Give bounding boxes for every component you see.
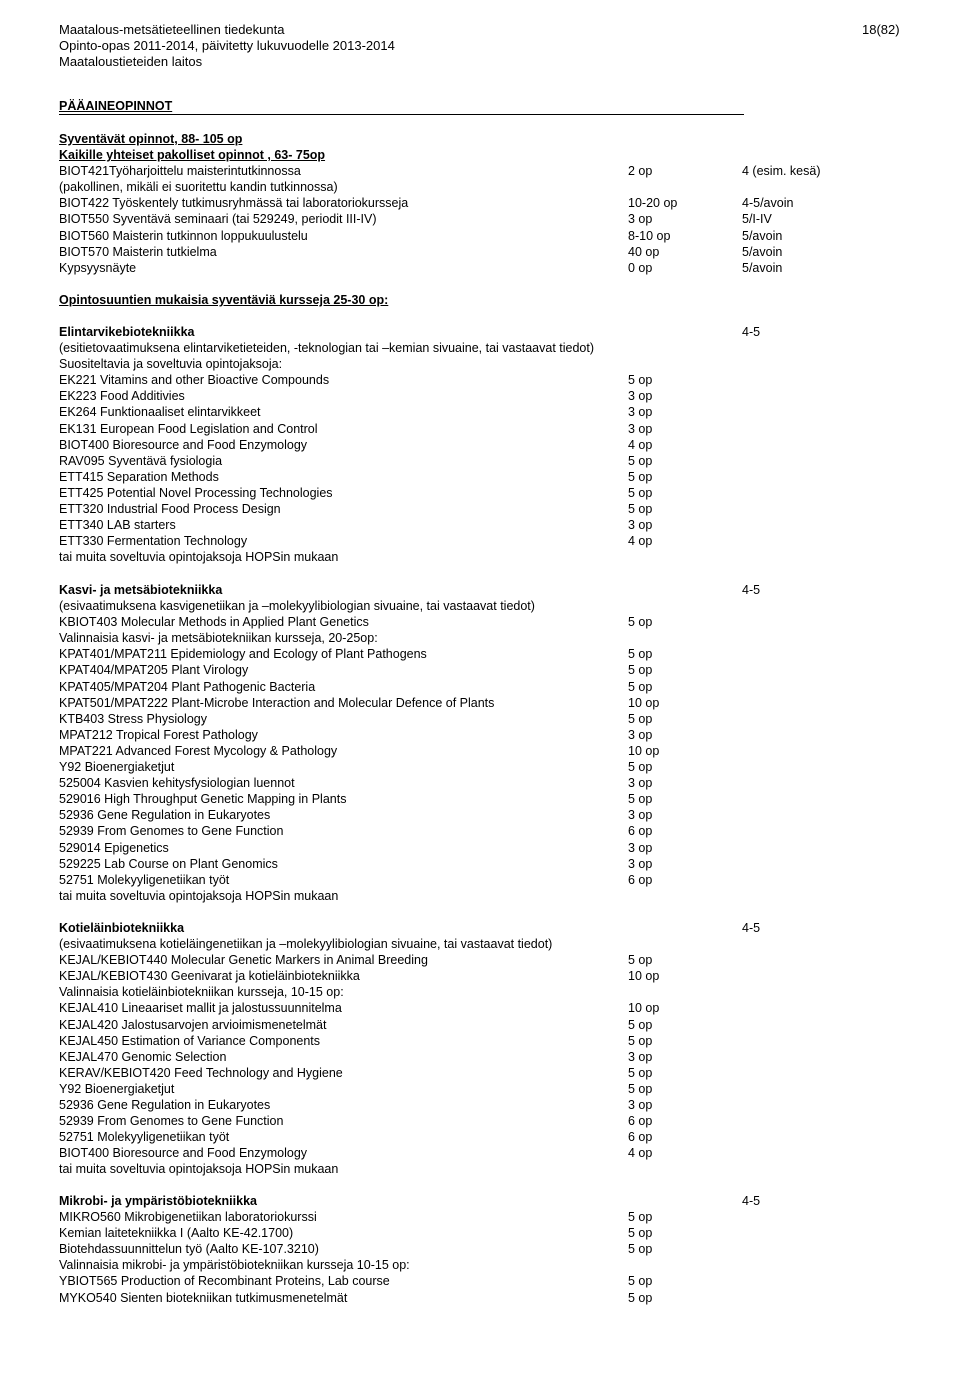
course-row: 52751 Molekyyligenetiikan työt 6 op (59, 872, 653, 887)
year-label: 4-5 (742, 325, 761, 339)
course-row: KEJAL470 Genomic Selection 3 op (59, 1049, 653, 1064)
course-row: MPAT212 Tropical Forest Pathology 3 op (59, 727, 653, 742)
year-label: 4-5 (742, 1194, 761, 1208)
course-row: 52936 Gene Regulation in Eukaryotes 3 op (59, 808, 653, 823)
course-row: KEJAL/KEBIOT430 Geenivarat ja kotieläinbiotekniikka 10 op (59, 969, 660, 984)
recommendation-note: Suositeltavia ja soveltuvia opintojaksoja: (59, 357, 283, 372)
course-row: KPAT404/MPAT205 Plant Virology 5 op (59, 663, 653, 678)
course-row: BIOT550 Syventävä seminaari (tai 529249, periodit III-IV) 3 op 5/I-IV (59, 212, 772, 227)
course-row: EK221 Vitamins and other Bioactive Compounds 5 op (59, 373, 653, 388)
course-note: (pakollinen, mikäli ei suoritettu kandin tutkinnossa) (59, 180, 338, 195)
course-row: Biotehdassuunnittelun työ (Aalto KE-107.3210) 5 op (59, 1242, 653, 1257)
course-row: 52751 Molekyyligenetiikan työt 6 op (59, 1130, 653, 1145)
course-row: BIOT560 Maisterin tutkinnon loppukuulustelu 8-10 op 5/avoin (59, 228, 783, 243)
course-row: ETT340 LAB starters 3 op (59, 518, 653, 533)
course-row: BIOT422 Työskentely tutkimusryhmässä tai laboratoriokursseja 10-20 op 4-5/avoin (59, 196, 794, 211)
course-row: KEJAL410 Lineaariset mallit ja jalostussuunnitelma 10 op (59, 1001, 660, 1016)
document-header (59, 22, 395, 70)
course-row: KEJAL450 Estimation of Variance Components 5 op (59, 1033, 653, 1048)
course-row: KTB403 Stress Physiology 5 op (59, 711, 653, 726)
advanced-studies-section (59, 131, 919, 276)
page-number: 18(82) (862, 22, 900, 37)
section-title: Kotieläinbiotekniikka (59, 921, 185, 935)
course-row: BIOT400 Bioresource and Food Enzymology 4 op (59, 1146, 653, 1161)
course-row: YBIOT565 Production of Recombinant Proteins, Lab course 5 op (59, 1274, 653, 1289)
animal-biotech-section (59, 920, 919, 1178)
section-title-row (59, 920, 919, 936)
course-row: 52939 From Genomes to Gene Function 6 op (59, 1114, 653, 1129)
course-row: KBIOT403 Molecular Methods in Applied Plant Genetics 5 op (59, 615, 653, 630)
section-title: Kasvi- ja metsäbiotekniikka (59, 583, 223, 597)
course-row: KPAT501/MPAT222 Plant-Microbe Interaction and Molecular Defence of Plants 10 op (59, 695, 660, 710)
elective-note: Valinnaisia mikrobi- ja ympäristöbiotekniikan kursseja 10-15 op: (59, 1258, 410, 1273)
course-row: Kemian laitetekniikka I (Aalto KE-42.1700) 5 op (59, 1226, 653, 1241)
course-row: 52939 From Genomes to Gene Function 6 op (59, 824, 653, 839)
course-row: 529016 High Throughput Genetic Mapping in Plants 5 op (59, 792, 653, 807)
course-row: Y92 Bioenergiaketjut 5 op (59, 760, 653, 775)
advanced-studies-heading: Syventävät opinnot, 88- 105 op (59, 132, 243, 146)
prerequisite-note: (esivaatimuksena kasvigenetiikan ja –molekyylibiologian sivuaine, tai vastaavat tiedot) (59, 599, 535, 614)
section-title-row (59, 1193, 919, 1209)
course-row: 529014 Epigenetics 3 op (59, 840, 653, 855)
course-row: EK223 Food Additivies 3 op (59, 389, 653, 404)
course-row: BIOT400 Bioresource and Food Enzymology 4 op (59, 437, 653, 452)
plant-forest-biotech-section (59, 582, 919, 904)
section-title: Mikrobi- ja ympäristöbiotekniikka (59, 1194, 257, 1208)
section-footer: tai muita soveltuvia opintojaksoja HOPSin mukaan (59, 888, 339, 903)
course-row: 52936 Gene Regulation in Eukaryotes 3 op (59, 1098, 653, 1113)
course-row: RAV095 Syventävä fysiologia 5 op (59, 453, 653, 468)
course-row: ETT330 Fermentation Technology 4 op (59, 534, 653, 549)
prerequisite-note: (esivaatimuksena kotieläingenetiikan ja –molekyylibiologian sivuaine, tai vastaavat tiedot) (59, 937, 553, 952)
mandatory-studies-heading: Kaikille yhteiset pakolliset opinnot , 63- 75op (59, 148, 326, 163)
course-row: MPAT221 Advanced Forest Mycology & Pathology 10 op (59, 743, 660, 758)
course-row: BIOT421Työharjoittelu maisterintutkinnossa 2 op 4 (esim. kesä) (59, 164, 821, 179)
section-footer: tai muita soveltuvia opintojaksoja HOPSin mukaan (59, 1162, 339, 1177)
year-label: 4-5 (742, 583, 761, 597)
course-row: 525004 Kasvien kehitysfysiologian luennot 3 op (59, 776, 653, 791)
course-row: Kypsyysnäyte 0 op 5/avoin (59, 260, 783, 275)
elective-note: Valinnaisia kasvi- ja metsäbiotekniikan kursseja, 20-25op: (59, 631, 378, 646)
course-row: MIKRO560 Mikrobigenetiikan laboratoriokurssi 5 op (59, 1210, 653, 1225)
course-row: 529225 Lab Course on Plant Genomics 3 op (59, 856, 653, 871)
section-footer: tai muita soveltuvia opintojaksoja HOPSin mukaan (59, 550, 339, 565)
faculty-name: Maatalous-metsätieteellinen tiedekunta (59, 22, 285, 37)
main-title: PÄÄAINEOPINNOT (59, 98, 744, 115)
course-row: KERAV/KEBIOT420 Feed Technology and Hygiene 5 op (59, 1065, 653, 1080)
course-row: ETT320 Industrial Food Process Design 5 op (59, 502, 653, 517)
specialization-heading-block (59, 292, 919, 308)
course-row: KEJAL/KEBIOT440 Molecular Genetic Markers in Animal Breeding 5 op (59, 953, 653, 968)
food-biotech-section (59, 324, 919, 565)
specialization-heading: Opintosuuntien mukaisia syventäviä kursseja 25-30 op: (59, 293, 389, 307)
course-row: EK131 European Food Legislation and Control 3 op (59, 421, 653, 436)
course-row: Y92 Bioenergiaketjut 5 op (59, 1081, 653, 1096)
course-row: EK264 Funktionaaliset elintarvikkeet 3 op (59, 405, 653, 420)
guide-title: Opinto-opas 2011-2014, päivitetty lukuvuodelle 2013-2014 (59, 38, 395, 53)
year-label: 4-5 (742, 921, 761, 935)
section-title: Elintarvikebiotekniikka (59, 325, 195, 339)
course-row: ETT425 Potential Novel Processing Technologies 5 op (59, 485, 653, 500)
section-title-row (59, 324, 919, 340)
course-row: KPAT401/MPAT211 Epidemiology and Ecology of Plant Pathogens 5 op (59, 647, 653, 662)
course-row: ETT415 Separation Methods 5 op (59, 469, 653, 484)
course-row: KEJAL420 Jalostusarvojen arvioimismenetelmät 5 op (59, 1017, 653, 1032)
department-name: Maataloustieteiden laitos (59, 54, 203, 69)
microbial-env-biotech-section (59, 1193, 919, 1306)
course-row: MYKO540 Sienten biotekniikan tutkimusmenetelmät 5 op (59, 1290, 653, 1305)
prerequisite-note: (esitietovaatimuksena elintarviketieteiden, -teknologian tai –kemian sivuaine, tai vastaavat tiedot) (59, 341, 595, 356)
elective-note: Valinnaisia kotieläinbiotekniikan kursseja, 10-15 op: (59, 985, 344, 1000)
course-row: KPAT405/MPAT204 Plant Pathogenic Bacteria 5 op (59, 679, 653, 694)
course-row: BIOT570 Maisterin tutkielma 40 op 5/avoin (59, 244, 783, 259)
section-title-row (59, 582, 919, 598)
